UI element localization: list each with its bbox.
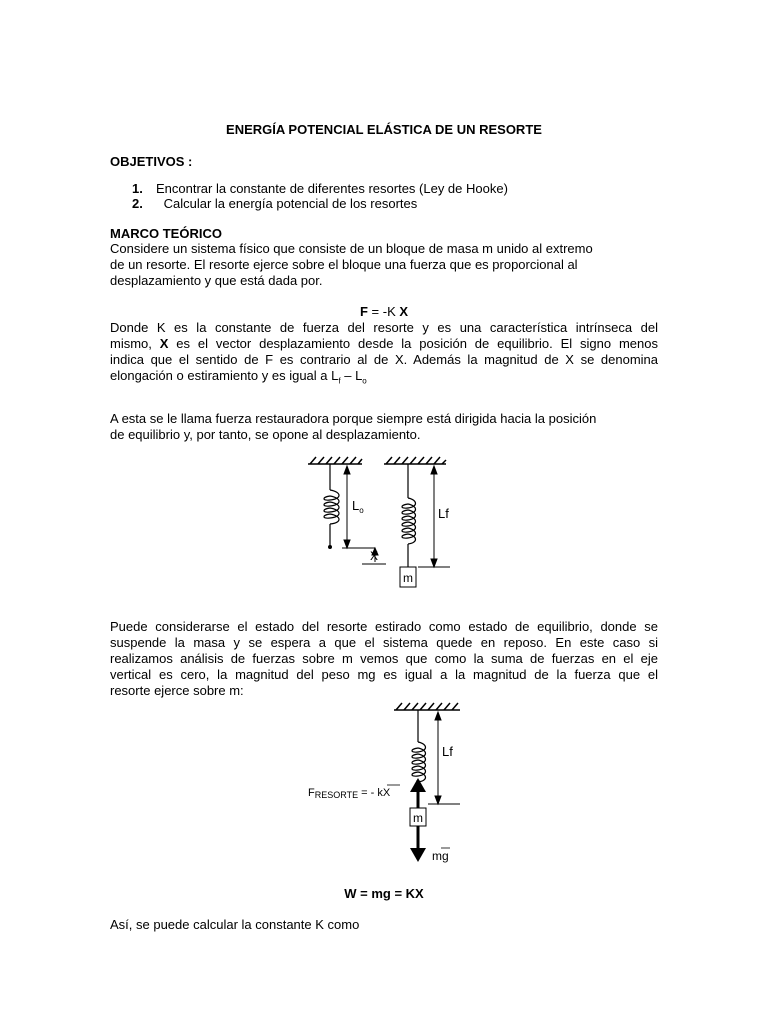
subscript: f [338, 376, 341, 386]
text-span: – L [340, 368, 363, 383]
figure-spring-elongation [300, 452, 460, 602]
paragraph-definition [110, 320, 658, 390]
objective-text: Encontrar la constante de diferentes resortes (Ley de Hooke) [156, 181, 508, 196]
ceiling-left [308, 457, 362, 464]
label-m: m [403, 571, 413, 585]
figure-force-balance [300, 696, 480, 866]
spring-stretched [402, 464, 416, 567]
label-lf: Lf [438, 506, 449, 521]
bold-x: X [159, 336, 169, 351]
text-line: A esta se le llama fuerza restauradora porque siempre está dirigida hacia la posición [110, 411, 597, 426]
text-line: realizamos análisis de fuerzas sobre m vemos que como la suma de fuerzas en el eje [110, 651, 658, 666]
text-line: Donde K es la constante de fuerza del resorte y es una característica intrínseca del [110, 320, 658, 335]
formula-x: X [399, 304, 409, 319]
text-line: suspende la masa y se espera a que el sistema quede en reposo. En este caso si [110, 635, 658, 650]
text-line [110, 368, 658, 390]
paragraph-equilibrium [110, 619, 658, 699]
objective-item-2 [132, 196, 417, 212]
text-line: Considere un sistema físico que consiste de un bloque de masa m unido al extremo [110, 241, 593, 256]
text-line: de equilibrio y, por tanto, se opone al desplazamiento. [110, 427, 421, 442]
formula-mid: = -K [367, 304, 400, 319]
spring [412, 710, 426, 782]
label-lf: Lf [442, 744, 453, 759]
objective-item-1 [132, 181, 508, 197]
spring-relaxed [324, 464, 339, 546]
text-span: es el vector desplazamiento desde la posición de equilibrio. El signo menos [168, 336, 658, 351]
label-mg: mg [432, 849, 449, 863]
formula-f: F [359, 304, 368, 319]
text-line [110, 336, 658, 352]
label-x: X [370, 549, 379, 563]
document-title: ENERGÍA POTENCIAL ELÁSTICA DE UN RESORTE [226, 122, 542, 137]
paragraph-closing: Así, se puede calcular la constante K como [110, 917, 360, 932]
text-line: de un resorte. El resorte ejerce sobre el bloque una fuerza que es proporcional al [110, 257, 578, 272]
text-span: elongación o estiramiento y es igual a L [110, 368, 339, 383]
objective-number: 2. [132, 196, 143, 211]
paragraph-restoring [110, 411, 658, 443]
formula-weight: W = mg = KX [344, 886, 424, 901]
objectives-heading: OBJETIVOS : [110, 154, 193, 169]
label-f-resorte: FRESORTE = - kX [308, 787, 391, 800]
ceiling-right [384, 457, 446, 464]
weight-arrow-down [410, 848, 426, 862]
marco-teorico-heading: MARCO TEÓRICO [110, 226, 222, 241]
text-line: resorte ejerce sobre m: [110, 683, 244, 698]
text-span: mismo, [110, 336, 160, 351]
text-line: desplazamiento y que está dada por. [110, 273, 323, 288]
formula-hooke [110, 304, 658, 320]
text-line: indica que el sentido de F es contrario al de X. Además la magnitud de X se denomina [110, 352, 658, 367]
ceiling [394, 703, 460, 710]
text-line: vertical es cero, la magnitud del peso mg es igual a la magnitud de la fuerza que el [110, 667, 658, 682]
spring-end-dot [328, 545, 332, 549]
objective-number: 1. [132, 181, 143, 196]
paragraph-intro [110, 241, 658, 289]
objective-text: Calcular la energía potencial de los resortes [160, 196, 418, 211]
label-lo: $L_o$ [352, 498, 364, 515]
label-m: m [413, 811, 423, 825]
subscript: o [362, 376, 367, 386]
text-line: Puede considerarse el estado del resorte estirado como estado de equilibrio, donde se [110, 619, 658, 634]
